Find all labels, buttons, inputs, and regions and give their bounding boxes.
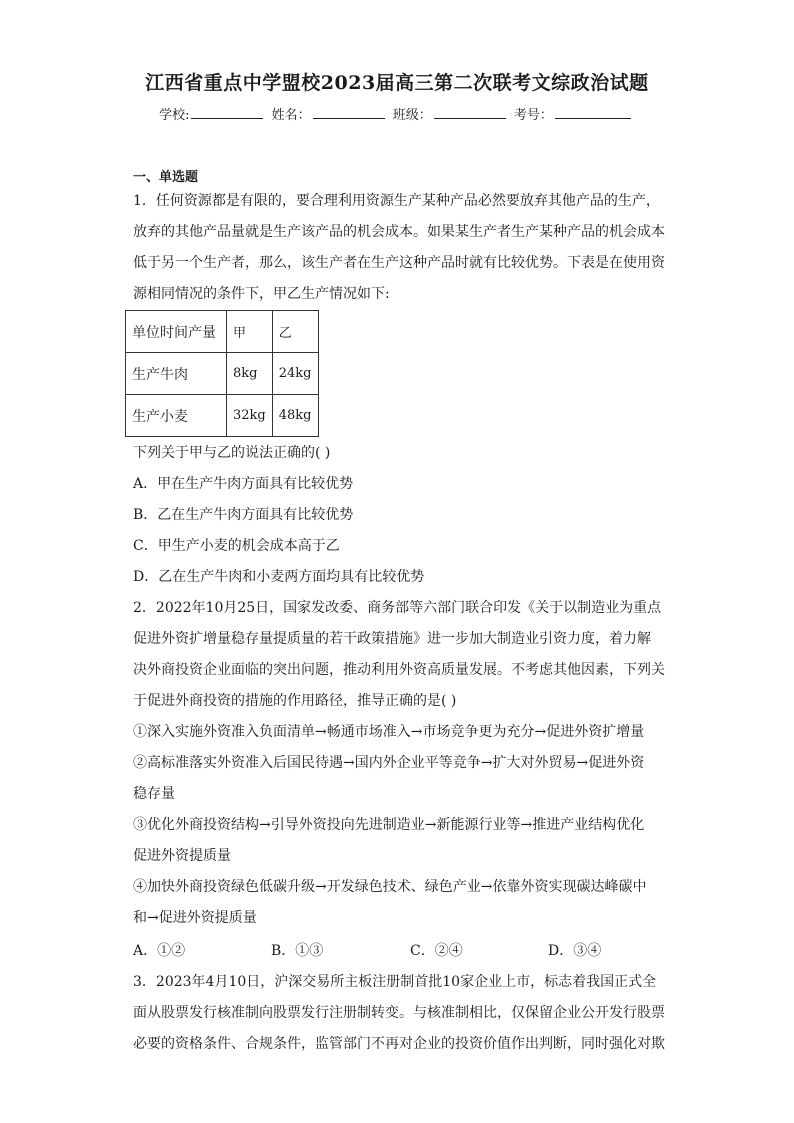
q2-option-b[interactable]: B．①③ <box>271 943 324 959</box>
q2-line-1: 2．2022年10月25日，国家发改委、商务部等六部门联合印发《关于以制造业为重点 <box>133 600 662 616</box>
q2-line-4: 于促进外商投资的措施的作用路径，推导正确的是( ) <box>133 693 457 709</box>
table-header-cell: 单位时间产量 <box>126 311 227 353</box>
table-cell: 生产小麦 <box>126 395 227 437</box>
exam-title: 江西省重点中学盟校2023届高三第二次联考文综政治试题 <box>145 72 649 94</box>
q1-option-a[interactable]: A．甲在生产牛肉方面具有比较优势 <box>133 476 354 492</box>
q2-line-2: 促进外资扩增量稳存量提质量的若干政策措施》进一步加大制造业引资力度，着力解 <box>133 631 651 647</box>
q3-line-2: 面从股票发行核准制向股票发行注册制转变。与核准制相比，仅保留企业公开发行股票 <box>133 1005 665 1021</box>
q1-option-b[interactable]: B．乙在生产牛肉方面具有比较优势 <box>133 507 354 523</box>
table-cell: 24kg <box>272 353 318 395</box>
q2-option-c[interactable]: C．②④ <box>410 943 463 959</box>
q2-statement-2: ②高标准落实外资准入后国民待遇→国内外企业平等竞争→扩大对外贸易→促进外资 <box>133 755 645 771</box>
production-table <box>125 310 319 437</box>
q2-line-3: 决外商投资企业面临的突出问题，推动利用外资高质量发展。不考虑其他因素，下列关 <box>133 662 665 678</box>
q2-statement-3: ③优化外商投资结构→引导外资投向先进制造业→新能源行业等→推进产业结构优化 <box>133 817 645 833</box>
q2-statement-4-cont: 和→促进外资提质量 <box>133 910 257 926</box>
q2-statement-2-cont: 稳存量 <box>133 786 175 802</box>
q1-option-d[interactable]: D．乙在生产牛肉和小麦两方面均具有比较优势 <box>133 569 425 585</box>
q1-line-2: 放弃的其他产品量就是生产该产品的机会成本。如果某生产者生产某种产品的机会成本 <box>133 224 665 240</box>
table-header-cell: 乙 <box>272 311 318 353</box>
q2-option-a[interactable]: A．①② <box>133 943 186 959</box>
exam-number-blank[interactable] <box>555 104 631 119</box>
table-cell: 生产牛肉 <box>126 353 227 395</box>
q1-question: 下列关于甲与乙的说法正确的( ) <box>133 445 331 461</box>
q1-line-1: 1．任何资源都是有限的，要合理利用资源生产某种产品必然要放弃其他产品的生产， <box>133 193 660 209</box>
table-cell: 8kg <box>227 353 273 395</box>
q2-statement-3-cont: 促进外资提质量 <box>133 848 231 864</box>
table-header-row <box>126 311 319 353</box>
table-row <box>126 395 319 437</box>
class-blank[interactable] <box>434 104 506 119</box>
name-blank[interactable] <box>313 104 385 119</box>
q1-option-c[interactable]: C．甲生产小麦的机会成本高于乙 <box>133 538 340 554</box>
q2-option-d[interactable]: D．③④ <box>548 943 602 959</box>
student-info-line <box>0 104 794 123</box>
q2-statement-4: ④加快外商投资绿色低碳升级→开发绿色技术、绿色产业→依靠外资实现碳达峰碳中 <box>133 879 647 895</box>
q2-statement-1: ①深入实施外资准入负面清单→畅通市场准入→市场竞争更为充分→促进外资扩增量 <box>133 724 645 740</box>
school-blank[interactable] <box>191 104 263 119</box>
table-row <box>126 353 319 395</box>
table-cell: 32kg <box>227 395 273 437</box>
school-label: 学校: <box>159 108 190 123</box>
table-header-cell: 甲 <box>227 311 273 353</box>
class-label: 班级： <box>392 108 432 123</box>
section-heading: 一、单选题 <box>133 170 199 185</box>
q3-line-3: 必要的资格条件、合规条件，监管部门不再对企业的投资价值作出判断，同时强化对欺 <box>133 1036 665 1052</box>
q1-line-3: 低于另一个生产者，那么，该生产者在生产这种产品时就有比较优势。下表是在使用资 <box>133 255 665 271</box>
table-cell: 48kg <box>272 395 318 437</box>
q1-line-4: 源相同情况的条件下，甲乙生产情况如下: <box>133 286 390 302</box>
name-label: 姓名： <box>271 108 311 123</box>
q3-line-1: 3．2023年4月10日，沪深交易所主板注册制首批10家企业上市，标志着我国正式全 <box>133 974 657 990</box>
exam-number-label: 考号： <box>513 108 553 123</box>
